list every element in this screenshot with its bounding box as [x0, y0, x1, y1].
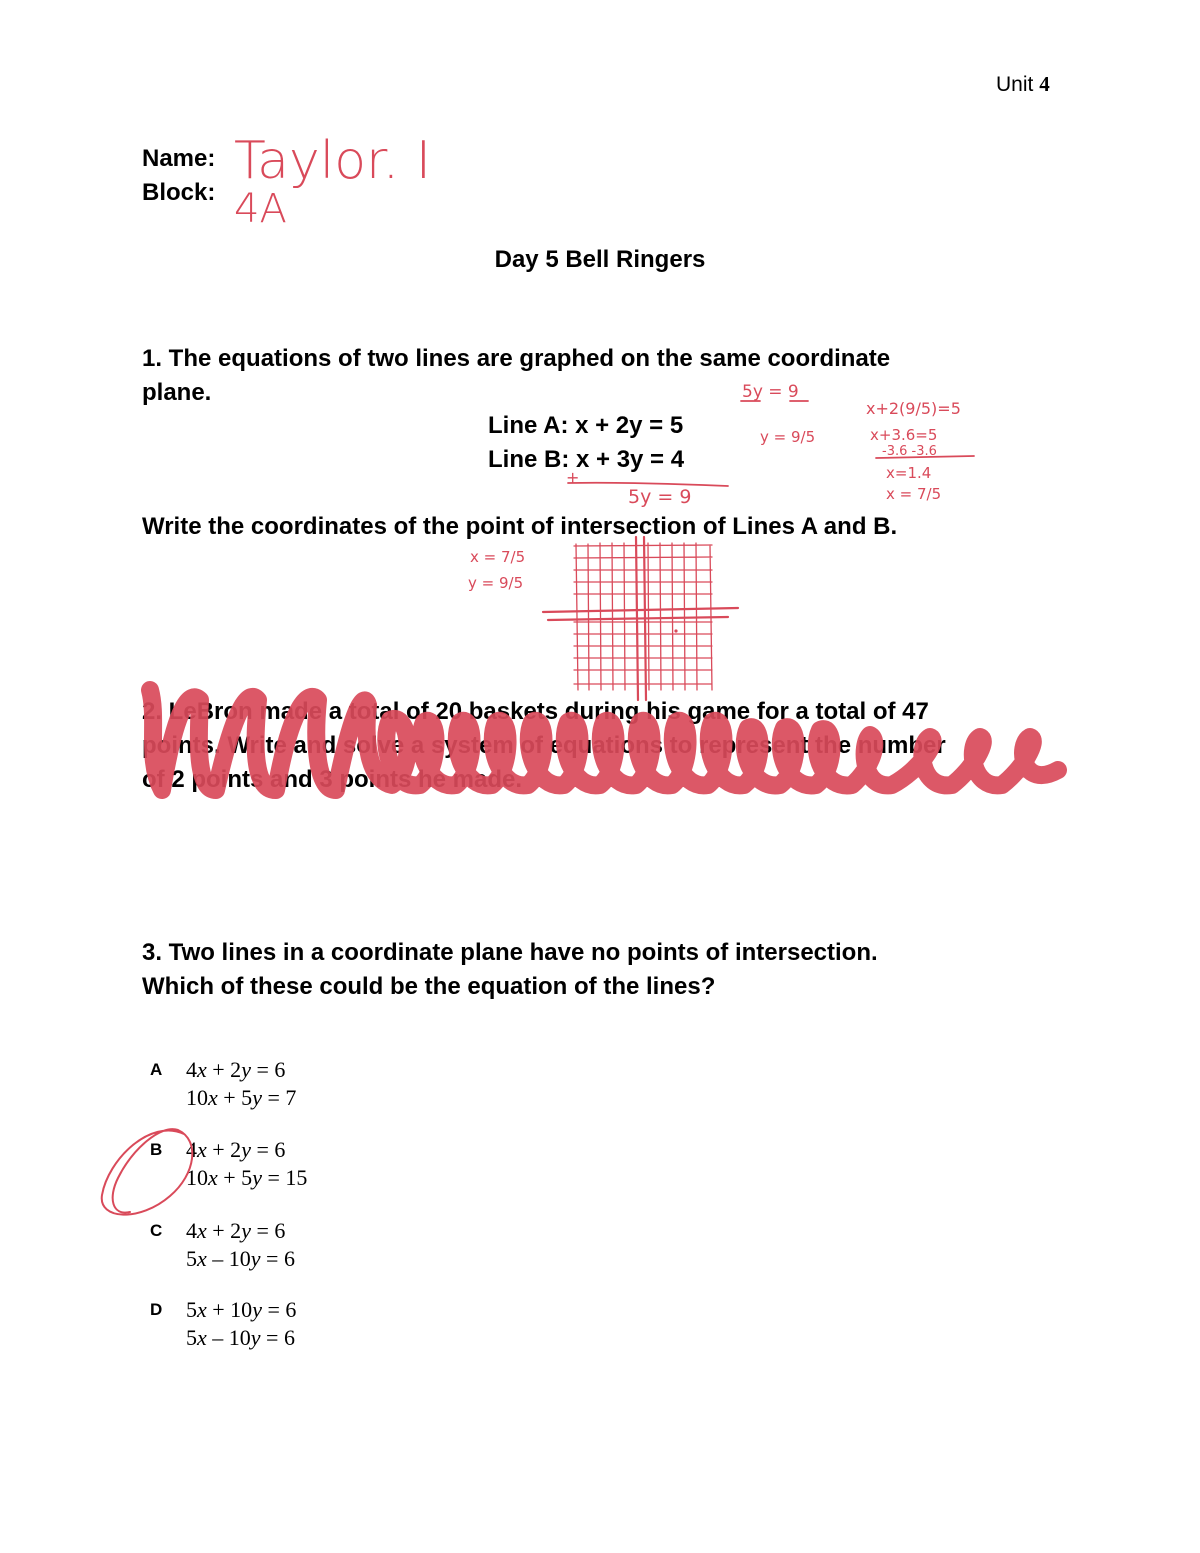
question-1-line-1: 1. The equations of two lines are graphed on the same coordinate [142, 345, 891, 372]
question-1-prompt: Write the coordinates of the point of intersection of Lines A and B. [142, 513, 898, 540]
choice-d-eq-2: 5x – 10y = 6 [186, 1325, 295, 1350]
handwritten-answer-x: x = 7/5 [470, 548, 526, 566]
handwritten-sum-line [568, 483, 728, 486]
handwritten-sub-3: -3.6 -3.6 [882, 444, 937, 459]
choice-a-eq-2: 10x + 5y = 7 [186, 1085, 297, 1110]
handwritten-sum: 5y = 9 [628, 486, 692, 508]
question-2-line-1: 2. LeBron made a total of 20 baskets during his game for a total of 47 [142, 698, 929, 725]
unit-label [996, 72, 1050, 97]
choice-d-letter: D [150, 1300, 163, 1319]
choice-b-eq-2: 10x + 5y = 15 [186, 1165, 308, 1190]
question-1-text [142, 342, 890, 410]
handwritten-sub-4: x=1.4 [886, 464, 932, 482]
choice-b-circle [102, 1129, 193, 1215]
choice-c-eq-1: 4x + 2y = 6 [186, 1218, 286, 1243]
choice-c-letter: C [150, 1221, 163, 1240]
name-label: Name: [142, 145, 216, 172]
line-b-equation: Line B: x + 3y = 4 [488, 446, 685, 473]
choice-c-equations [186, 1217, 295, 1273]
handwritten-name: Taylor. I [234, 131, 432, 191]
choice-d-equations [186, 1296, 296, 1352]
choice-b-eq-1: 4x + 2y = 6 [186, 1137, 286, 1162]
handwritten-sub-5: x = 7/5 [886, 485, 942, 503]
choice-b-equations [186, 1136, 307, 1192]
question-3-line-2: Which of these could be the equation of the lines? [142, 973, 716, 1000]
question-2-text [142, 695, 946, 797]
question-2-line-3: of 2 points and 3 points he made. [142, 766, 523, 793]
line-a-equation: Line A: x + 2y = 5 [488, 412, 684, 439]
choice-a-equations [186, 1056, 296, 1112]
choice-a-eq-1: 4x + 2y = 6 [186, 1057, 286, 1082]
handwritten-eq-2: y = 9/5 [760, 428, 816, 446]
page-title: Day 5 Bell Ringers [494, 246, 706, 273]
choice-c-eq-2: 5x – 10y = 6 [186, 1246, 295, 1271]
handwritten-block: 4A [234, 186, 287, 232]
handwritten-sub-2: x+3.6=5 [870, 426, 938, 444]
handwritten-grid [543, 537, 738, 700]
unit-word: Unit [996, 73, 1034, 96]
question-3-line-1: 3. Two lines in a coordinate plane have no points of intersection. [142, 939, 878, 966]
handwritten-sub-line [876, 456, 974, 458]
choice-a-letter: A [150, 1060, 163, 1079]
handwritten-plus-sign: + [566, 468, 580, 487]
question-3-text [142, 936, 878, 1004]
handwritten-answer-y: y = 9/5 [468, 574, 524, 592]
block-label: Block: [142, 179, 216, 206]
handwritten-eq-1: 5y = 9 [742, 382, 799, 402]
choice-d-eq-1: 5x + 10y = 6 [186, 1297, 297, 1322]
handwritten-sub-1: x+2(9/5)=5 [866, 399, 961, 418]
question-2-line-2: points. Write and solve a system of equations to represent the number [142, 732, 946, 759]
choice-b-letter: B [150, 1140, 163, 1159]
question-1-line-2: plane. [142, 379, 212, 406]
unit-number: 4 [1039, 72, 1050, 96]
